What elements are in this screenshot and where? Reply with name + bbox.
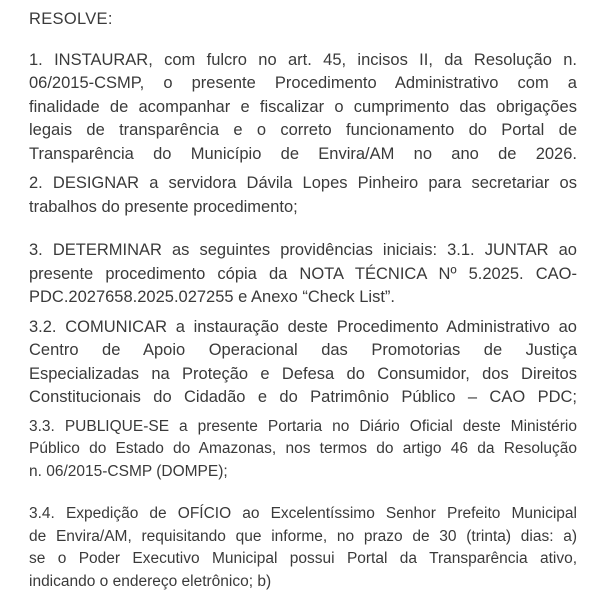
- document-body: [29, 49, 577, 594]
- text-line: indicando o endereço eletrônico; b): [29, 572, 272, 590]
- text-line: 3.2. COMUNICAR a instauração deste Procedimento Administrativo ao: [29, 317, 577, 336]
- text-line: Público do Estado do Amazonas, nos termos do artigo 46 da Resolução: [29, 440, 577, 457]
- text-line: 06/2015-CSMP, o presente Procedimento Administrativo com a: [29, 74, 577, 92]
- text-line: 3. DETERMINAR as seguintes providências iniciais: 3.1. JUNTAR ao: [29, 241, 577, 259]
- text-line: legais de transparência e o correto funcionamento do Portal de: [29, 121, 577, 139]
- text-line: Constitucionais do Cidadão e do Patrimônio Público – CAO PDC;: [29, 388, 577, 406]
- text-line: de Envira/AM, requisitando que informe, no prazo de 30 (trinta) dias: a): [29, 527, 577, 545]
- paragraph-item-3-determinar: [29, 239, 577, 310]
- text-line: 2. DESIGNAR a servidora Dávila Lopes Pinheiro para secretariar os: [29, 174, 577, 192]
- text-line: PDC.2027658.2025.027255 e Anexo “Check List”.: [29, 288, 395, 306]
- paragraph-item-1-instaurar: [29, 49, 577, 167]
- text-line: Especializadas na Proteção e Defesa do Consumidor, dos Direitos: [29, 364, 577, 383]
- paragraph-item-3-2-comunicar: [29, 316, 577, 410]
- text-line: 1. INSTAURAR, com fulcro no art. 45, incisos II, da Resolução n.: [29, 50, 577, 69]
- text-line: finalidade de acompanhar e fiscalizar o cumprimento das obrigações: [29, 97, 577, 116]
- text-line: 3.4. Expedição de OFÍCIO ao Excelentíssimo Senhor Prefeito Municipal: [29, 505, 577, 522]
- text-line: se o Poder Executivo Municipal possui Portal da Transparência ativo,: [29, 550, 577, 567]
- text-line: 3.3. PUBLIQUE-SE a presente Portaria no Diário Oficial deste Ministério: [29, 417, 577, 435]
- text-line: Centro de Apoio Operacional das Promotorias de Justiça: [29, 341, 577, 359]
- paragraph-item-2-designar: [29, 172, 577, 219]
- text-line: n. 06/2015-CSMP (DOMPE);: [29, 462, 228, 480]
- text-line: presente procedimento cópia da NOTA TÉCNICA Nº 5.2025. CAO-: [29, 264, 577, 283]
- text-line: trabalhos do presente procedimento;: [29, 197, 298, 216]
- paragraph-item-3-4-expedicao-oficio: [29, 503, 577, 593]
- resolve-heading: RESOLVE:: [29, 10, 113, 28]
- paragraph-item-3-3-publique-se: [29, 416, 577, 484]
- text-line: Transparência do Município de Envira/AM no ano de 2026.: [29, 144, 577, 163]
